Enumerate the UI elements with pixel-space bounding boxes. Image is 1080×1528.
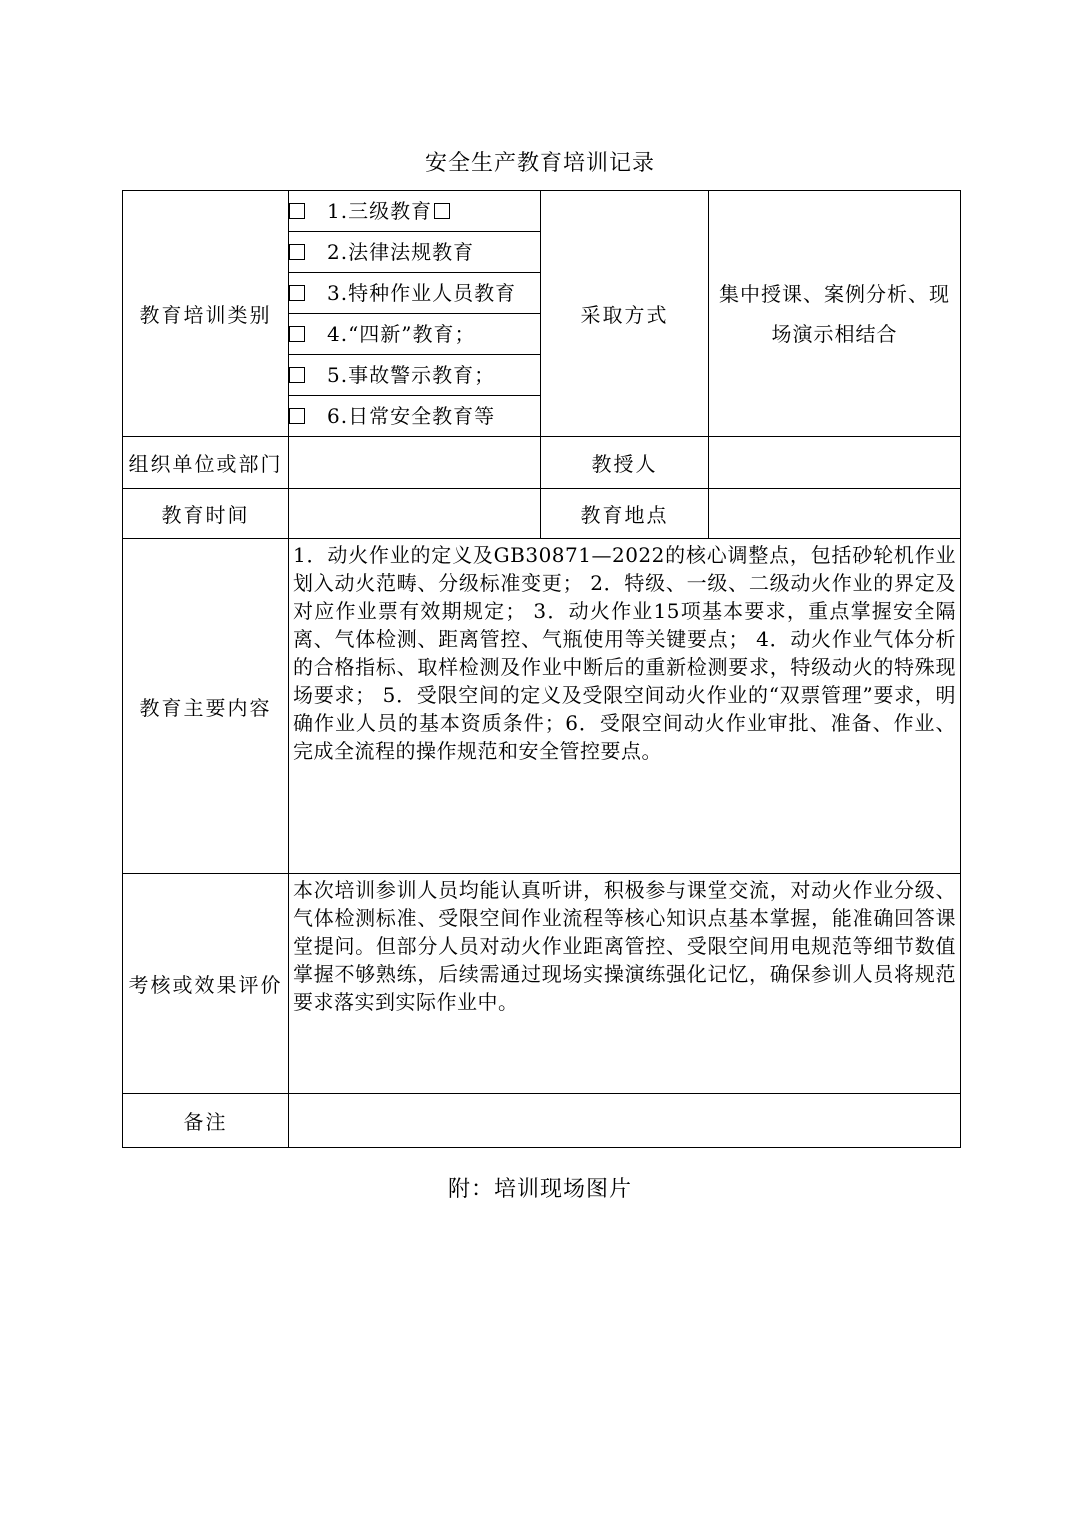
evaluation-label: 考核或效果评价 [123, 874, 289, 1094]
category-option-5[interactable] [289, 355, 541, 396]
checkbox-icon[interactable] [434, 203, 450, 219]
location-value[interactable] [709, 489, 961, 539]
remarks-label: 备注 [123, 1094, 289, 1148]
time-value[interactable] [289, 489, 541, 539]
teacher-label: 教授人 [541, 437, 709, 489]
category-option-4[interactable] [289, 314, 541, 355]
method-value: 集中授课、案例分析、现场演示相结合 [709, 191, 961, 437]
checkbox-icon[interactable] [289, 285, 305, 301]
content-label: 教育主要内容 [123, 539, 289, 874]
time-label: 教育时间 [123, 489, 289, 539]
method-label: 采取方式 [541, 191, 709, 437]
option-text: 1.三级教育 [327, 199, 433, 223]
option-text: 6.日常安全教育等 [327, 404, 496, 428]
checkbox-icon[interactable] [289, 203, 305, 219]
option-text: 2.法律法规教育 [327, 240, 475, 264]
remarks-value[interactable] [289, 1094, 961, 1148]
option-text: 4.“四新”教育； [327, 322, 476, 346]
category-option-3[interactable] [289, 273, 541, 314]
option-text: 5.事故警示教育； [327, 363, 496, 387]
evaluation-text: 本次培训参训人员均能认真听讲，积极参与课堂交流，对动火作业分级、气体检测标准、受限空间作业流程等核心知识点基本掌握，能准确回答课堂提问。但部分人员对动火作业距离管控、受限空间用电规范等细节数值掌握不够熟练，后续需通过现场实操演练强化记忆，确保参训人员将规范要求落实到实际作业中。 [289, 874, 961, 1094]
option-text: 3.特种作业人员教育 [327, 281, 517, 305]
attachment-note: 附：培训现场图片 [447, 1177, 632, 1202]
checkbox-icon[interactable] [289, 367, 305, 383]
category-option-6[interactable] [289, 396, 541, 437]
checkbox-icon[interactable] [289, 326, 305, 342]
checkbox-icon[interactable] [289, 244, 305, 260]
category-label: 教育培训类别 [123, 191, 289, 437]
organizer-value[interactable] [289, 437, 541, 489]
training-record-table [122, 190, 961, 1148]
organizer-label: 组织单位或部门 [123, 437, 289, 489]
teacher-value[interactable] [709, 437, 961, 489]
content-text: 1．动火作业的定义及GB30871—2022的核心调整点，包括砂轮机作业划入动火范畴、分级标准变更； 2．特级、一级、二级动火作业的界定及对应作业票有效期规定； 3．动火作业15项基本要求，重点掌握安全隔离、气体检测、距离管控、气瓶使用等关键要点； 4．动火作业气体分析的合格指标、取样检测及作业中断后的重新检测要求，特级动火的特殊现场要求； 5．受限空间的定义及受限空间动火作业的“双票管理”要求，明确作业人员的基本资质条件；6．受限空间动火作业审批、准备、作业、完成全流程的操作规范和安全管控要点。 [289, 539, 961, 874]
category-option-2[interactable] [289, 232, 541, 273]
page-title: 安全生产教育培训记录 [424, 151, 655, 176]
location-label: 教育地点 [541, 489, 709, 539]
checkbox-icon[interactable] [289, 408, 305, 424]
category-option-1[interactable] [289, 191, 541, 232]
